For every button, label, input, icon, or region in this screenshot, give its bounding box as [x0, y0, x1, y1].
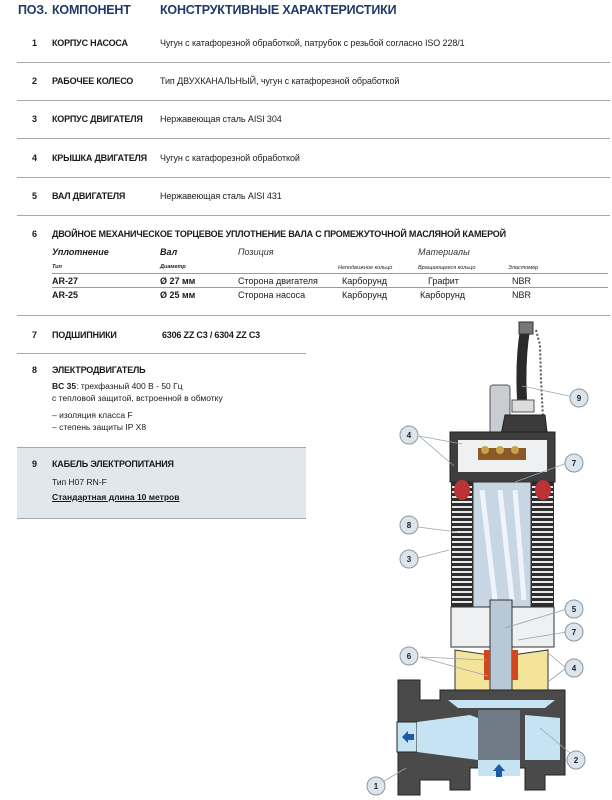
- table-line: [52, 273, 608, 274]
- cooling-fin: [452, 536, 472, 538]
- cooling-fin: [532, 571, 553, 573]
- cooling-fin: [532, 566, 553, 568]
- component-name: ЭЛЕКТРОДВИГАТЕЛЬ: [52, 365, 146, 375]
- cooling-fin: [532, 601, 553, 603]
- row-number: 2: [32, 76, 38, 86]
- motor-bullet: – изоляция класса F: [52, 410, 133, 420]
- component-name: КРЫШКА ДВИГАТЕЛЯ: [52, 153, 147, 163]
- component-desc: Тип ДВУХКАНАЛЬНЫЙ, чугун с катафорезной обработкой: [160, 76, 400, 86]
- seal-rotating-ring: Карборунд: [420, 290, 466, 300]
- callout-label: 7: [571, 459, 577, 468]
- seal-elastomer: NBR: [512, 276, 532, 286]
- seal-position: Сторона двигателя: [238, 276, 318, 286]
- motor-spec-line1: : трехфазный 400 В - 50 Гц: [76, 381, 183, 391]
- cooling-fin: [452, 571, 472, 573]
- cooling-fin: [532, 556, 553, 558]
- divider: [17, 215, 610, 216]
- col-elastomer: Эластомер: [508, 265, 539, 271]
- seal-elastomer: NBR: [512, 290, 532, 300]
- callout-4: [565, 659, 583, 677]
- callout-label: 2: [573, 756, 579, 765]
- cooling-fin: [532, 576, 553, 578]
- cooling-fin: [452, 551, 472, 553]
- callout-label: 7: [571, 628, 577, 637]
- divider: [17, 138, 610, 139]
- callout-label: 1: [373, 782, 379, 791]
- divider: [17, 100, 610, 101]
- cooling-fin: [532, 596, 553, 598]
- pump-cross-section-diagram: [360, 318, 612, 800]
- component-desc: Нержавеющая сталь AISI 304: [160, 114, 282, 124]
- seal-fixed-ring: Карборунд: [342, 276, 388, 286]
- cable-type: Тип H07 RN-F: [52, 477, 107, 487]
- component-desc: Нержавеющая сталь AISI 431: [160, 191, 282, 201]
- component-name: ВАЛ ДВИГАТЕЛЯ: [52, 191, 126, 201]
- divider: [17, 177, 610, 178]
- col-type: Тип: [52, 264, 62, 270]
- seal-diameter: Ø 25 мм: [160, 290, 196, 300]
- callout-3: [400, 550, 418, 568]
- divider: [17, 315, 610, 316]
- divider: [17, 447, 306, 448]
- component-name: КОРПУС ДВИГАТЕЛЯ: [52, 114, 143, 124]
- cooling-fin: [532, 561, 553, 563]
- cooling-fin: [452, 601, 472, 603]
- divider: [17, 353, 306, 354]
- callout-label: 3: [406, 555, 412, 564]
- power-cable: [512, 322, 534, 412]
- motor-spec-line2: с тепловой защитой, встроенной в обмотку: [52, 393, 223, 403]
- callout-label: 5: [571, 605, 577, 614]
- row-number: 1: [32, 38, 38, 48]
- cooling-fin: [452, 586, 472, 588]
- pump-casing: [397, 680, 565, 795]
- cooling-fin: [452, 516, 472, 518]
- divider: [17, 62, 610, 63]
- cooling-fin: [532, 531, 553, 533]
- callout-4: [400, 426, 418, 444]
- row-number: 9: [32, 459, 38, 469]
- seal-position: Сторона насоса: [238, 290, 306, 300]
- cooling-fin: [452, 596, 472, 598]
- row-number: 6: [32, 229, 38, 239]
- callout-9: [570, 389, 588, 407]
- cooling-fin: [452, 566, 472, 568]
- cooling-fin: [532, 551, 553, 553]
- col-fixed-ring: Неподвижное кольцо: [338, 265, 393, 271]
- cooling-fin: [532, 546, 553, 548]
- callout-label: 4: [571, 664, 577, 673]
- cooling-fin: [452, 546, 472, 548]
- seal-title: ДВОЙНОЕ МЕХАНИЧЕСКОЕ ТОРЦЕВОЕ УПЛОТНЕНИЕ ВАЛА С ПРОМЕЖУТОЧНОЙ МАСЛЯНОЙ КАМЕРОЙ: [52, 229, 506, 239]
- col-seal: Уплотнение: [52, 247, 109, 257]
- cooling-fin: [532, 521, 553, 523]
- cooling-fin: [452, 556, 472, 558]
- chain: [536, 330, 543, 418]
- cooling-fin: [452, 561, 472, 563]
- cable-length: Стандартная длина 10 метров: [52, 492, 180, 502]
- cooling-fin: [452, 576, 472, 578]
- seal-fixed-ring: Карборунд: [342, 290, 388, 300]
- row-number: 4: [32, 153, 38, 163]
- callout-5: [565, 600, 583, 618]
- cooling-fin: [532, 511, 553, 513]
- col-position: Позиция: [238, 247, 274, 257]
- cooling-fin: [452, 506, 472, 508]
- callout-7: [565, 454, 583, 472]
- seal-type: AR-25: [52, 290, 79, 300]
- motor-bullet: – степень защиты IP X8: [52, 422, 147, 432]
- table-line: [52, 287, 608, 288]
- row-number: 3: [32, 114, 38, 124]
- motor-model: BC 35: [52, 381, 77, 391]
- cooling-fin: [452, 511, 472, 513]
- callout-6: [400, 647, 418, 665]
- cooling-fin: [532, 506, 553, 508]
- component-name: ПОДШИПНИКИ: [52, 330, 117, 340]
- component-name: РАБОЧЕЕ КОЛЕСО: [52, 76, 134, 86]
- bearings-value: 6306 ZZ C3 / 6304 ZZ C3: [162, 330, 260, 340]
- motor-cover: [450, 432, 555, 482]
- callout-2: [567, 751, 585, 769]
- callout-label: 9: [576, 394, 582, 403]
- cooling-fin: [532, 586, 553, 588]
- col-rotating-ring: Вращающееся кольцо: [418, 265, 476, 271]
- row-number: 5: [32, 191, 38, 201]
- callout-label: 6: [406, 652, 412, 661]
- callout-1: [367, 777, 385, 795]
- cooling-fin: [532, 526, 553, 528]
- divider: [17, 518, 306, 519]
- cooling-fin: [452, 581, 472, 583]
- cooling-fin: [452, 501, 472, 503]
- callout-7: [565, 623, 583, 641]
- seal-rotating-ring: Графит: [428, 276, 459, 286]
- component-name: КАБЕЛЬ ЭЛЕКТРОПИТАНИЯ: [52, 459, 174, 469]
- motor-spec: [52, 381, 183, 391]
- header-component: КОМПОНЕНТ: [52, 3, 131, 17]
- cooling-fin: [452, 521, 472, 523]
- cooling-fin: [532, 501, 553, 503]
- callout-label: 4: [406, 431, 412, 440]
- cooling-fin: [452, 591, 472, 593]
- component-name: КОРПУС НАСОСА: [52, 38, 128, 48]
- row-number: 7: [32, 330, 38, 340]
- cooling-fin: [532, 591, 553, 593]
- callout-8: [400, 516, 418, 534]
- cooling-fin: [532, 541, 553, 543]
- cooling-fin: [532, 536, 553, 538]
- cooling-fin: [532, 516, 553, 518]
- cooling-fin: [452, 541, 472, 543]
- component-desc: Чугун с катафорезной обработкой: [160, 153, 300, 163]
- row-number: 8: [32, 365, 38, 375]
- seal-type: AR-27: [52, 276, 79, 286]
- cooling-fin: [452, 526, 472, 528]
- col-diameter: Диаметр: [160, 264, 186, 270]
- col-materials: Материалы: [418, 247, 470, 257]
- seal-diameter: Ø 27 мм: [160, 276, 196, 286]
- component-desc: Чугун с катафорезной обработкой, патрубок с резьбой согласно ISO 228/1: [160, 38, 465, 48]
- header-pos: ПОЗ.: [18, 3, 48, 17]
- cooling-fin: [532, 581, 553, 583]
- col-shaft: Вал: [160, 247, 178, 257]
- callout-label: 8: [406, 521, 412, 530]
- header-characteristics: КОНСТРУКТИВНЫЕ ХАРАКТЕРИСТИКИ: [160, 3, 397, 17]
